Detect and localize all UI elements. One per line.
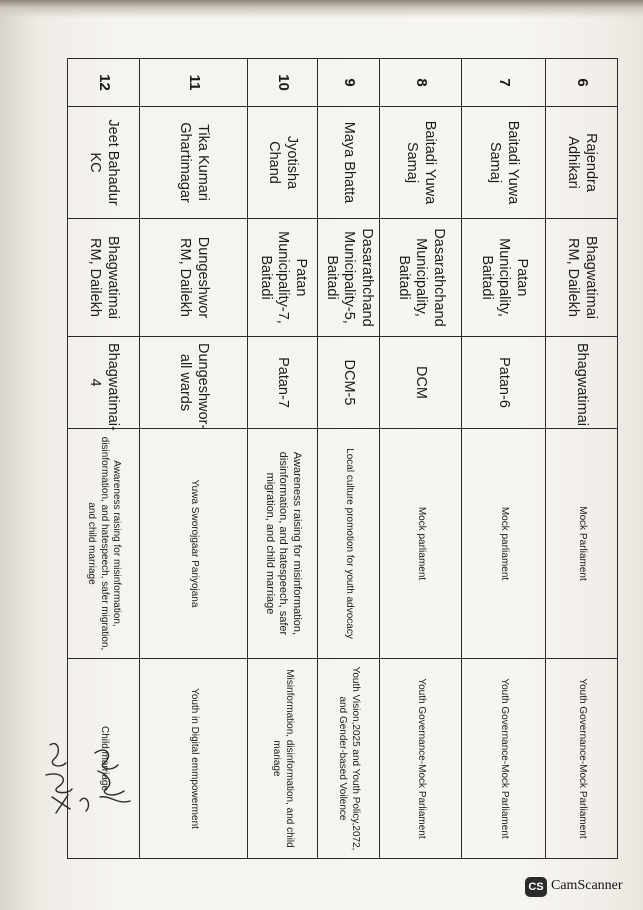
- theme: Misinformation, disinformation, and child mariage: [248, 659, 318, 859]
- place: Patan-6: [462, 337, 546, 429]
- activity: Awareness raising for misinformation, disinformation, and hatespeech, safer migration, and child marriage: [248, 429, 318, 659]
- organization-name: Jyotisha Chand: [248, 107, 318, 219]
- theme: Youth in Digital emmpowerment: [140, 659, 248, 859]
- address: Bhagwatimai RM, Dailekh: [546, 219, 618, 337]
- serial-number: 12: [68, 59, 140, 107]
- serial-number: 11: [140, 59, 248, 107]
- serial-number: 7: [462, 59, 546, 107]
- activity-table: [67, 58, 618, 859]
- address: Dasarathchand Municipality-5, Baitadi: [318, 219, 380, 337]
- serial-number: 10: [248, 59, 318, 107]
- address: Bhagwatimai RM, Dailekh: [68, 219, 140, 337]
- place: Bhagwatimai: [546, 337, 618, 429]
- address: Dungeshwor RM, Dailekh: [140, 219, 248, 337]
- organization-name: Baitadi Yuwa Samaj: [380, 107, 462, 219]
- organization-name: Tika Kumari Ghartimagar: [140, 107, 248, 219]
- table-row: [546, 59, 618, 859]
- organization-name: Baitadi Yuwa Samaj: [462, 107, 546, 219]
- table-row: [380, 59, 462, 859]
- table-row: [248, 59, 318, 859]
- table-row: [318, 59, 380, 859]
- rotated-table-wrapper: [68, 58, 618, 858]
- organization-name: Rajendra Adhikari: [546, 107, 618, 219]
- table-row: [462, 59, 546, 859]
- activity: Local culture promotion for youth advocacy: [318, 429, 380, 659]
- theme: Youth Governance-Mock Parliament: [380, 659, 462, 859]
- activity: Mock parliament: [380, 429, 462, 659]
- address: Patan Municipality-7, Baitadi: [248, 219, 318, 337]
- serial-number: 8: [380, 59, 462, 107]
- scan-edge-shadow: [0, 0, 643, 18]
- address: Patan Municipality, Baitadi: [462, 219, 546, 337]
- theme: Youth Governance-Mock Parliament: [462, 659, 546, 859]
- organization-name: Maya Bhatta: [318, 107, 380, 219]
- place: Dungeshwor-all wards: [140, 337, 248, 429]
- place: DCM-5: [318, 337, 380, 429]
- theme: Child marriage: [68, 659, 140, 859]
- camscanner-watermark: CamScanner: [551, 878, 623, 893]
- activity: Mock Parliament: [546, 429, 618, 659]
- theme: Youth Governance-Mock Parliament: [546, 659, 618, 859]
- activity: Mock parliament: [462, 429, 546, 659]
- activity: Awareness raising for misinformation, disinformation, and hatespeech, safer migration, and child marriage: [68, 429, 140, 659]
- activity: Yuwa Sworojgaar Pariyojana: [140, 429, 248, 659]
- place: DCM: [380, 337, 462, 429]
- place: Bhagwatimai-4: [68, 337, 140, 429]
- serial-number: 6: [546, 59, 618, 107]
- serial-number: 9: [318, 59, 380, 107]
- camscanner-logo: CS: [525, 877, 547, 897]
- address: Dasarathchand Municipality, Baitadi: [380, 219, 462, 337]
- table-row: [140, 59, 248, 859]
- theme: Youth Vision,2025 and Youth Policy,2072, and Gender-based Voilence: [318, 659, 380, 859]
- place: Patan-7: [248, 337, 318, 429]
- organization-name: Jeet Bahadur KC: [68, 107, 140, 219]
- handwritten-signature: [40, 735, 135, 825]
